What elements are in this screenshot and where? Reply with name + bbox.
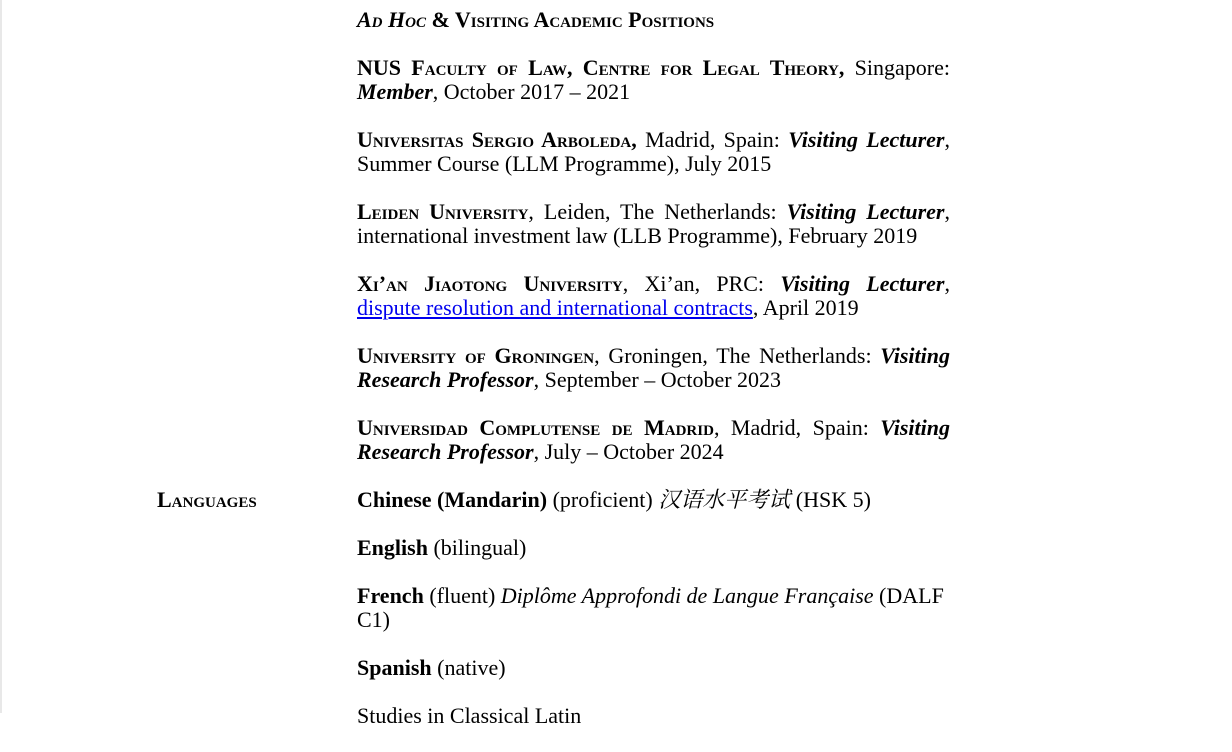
text-run: Xi’an Jiaotong University [357,271,623,296]
text-run: , April 2019 [752,295,859,320]
text-run: Visiting Lecturer [780,271,945,296]
language-entry [357,488,950,512]
position-entry [357,416,950,464]
language-entry [357,704,950,728]
text-run: University of Groningen [357,343,595,368]
text-run: , Madrid, Spain: [713,415,881,440]
text-run: Chinese (Mandarin) [357,487,548,512]
text-run: Singapore: [844,55,950,80]
text-run: Madrid, Spain: [636,127,789,152]
languages-list [357,488,950,728]
text-run: Leiden University [357,199,529,224]
position-entry [357,344,950,392]
text-run: (HSK 5) [790,487,871,512]
languages-section-label: Languages [157,487,257,512]
position-entry [357,200,950,248]
text-run: , Summer Course (LLM Programme), July 2015 [357,127,950,176]
section-heading-ad-hoc-visiting-positions [357,8,950,32]
text-run: Visiting Lecturer [788,127,945,152]
text-run: French [357,583,424,608]
text-run: NUS Faculty of Law, Centre for Legal Theory, [357,55,845,80]
positions-list [357,56,950,464]
position-entry [357,272,950,320]
text-run: Universidad Complutense de Madrid [357,415,714,440]
main-text-column [157,7,950,752]
languages-section [157,487,950,728]
hyperlink[interactable]: dispute resolution and international contracts [357,295,753,320]
text-run: (bilingual) [427,535,527,560]
text-run: Member [357,79,433,104]
text-run: Universitas Sergio Arboleda, [357,127,637,152]
text-run: (fluent) [423,583,501,608]
text-run: English [357,535,428,560]
text-run: (native) [431,655,506,680]
language-entry [357,536,950,560]
language-entry [357,584,950,632]
text-run: & [425,7,455,32]
text-run: , Leiden, The Netherlands: [528,199,787,224]
text-run: Visiting Lecturer [786,199,945,224]
language-entry [357,656,950,680]
position-entry [357,56,950,104]
text-run: Visiting Academic Positions [454,7,715,32]
text-run: 汉语水平考试 [658,487,791,512]
text-run: , Groningen, The Netherlands: [594,343,881,368]
text-run: Visiting Research Professor [357,415,950,464]
text-run: (proficient) [547,487,659,512]
text-run: (DALF C1) [357,583,944,632]
text-run: Studies in Classical Latin [357,703,582,728]
text-run: Diplôme Approfondi de Langue Française [500,583,874,608]
text-run: Ad Hoc [357,7,426,32]
text-run: Visiting Research Professor [357,343,950,392]
text-run: , July – October 2024 [533,439,724,464]
text-run: , [944,271,950,296]
text-run: , October 2017 – 2021 [432,79,631,104]
position-entry [357,128,950,176]
text-run: , Xi’an, PRC: [622,271,781,296]
text-run: , international investment law (LLB Programme), February 2019 [357,199,950,248]
text-run: Spanish [357,655,432,680]
text-run: , September – October 2023 [533,367,782,392]
